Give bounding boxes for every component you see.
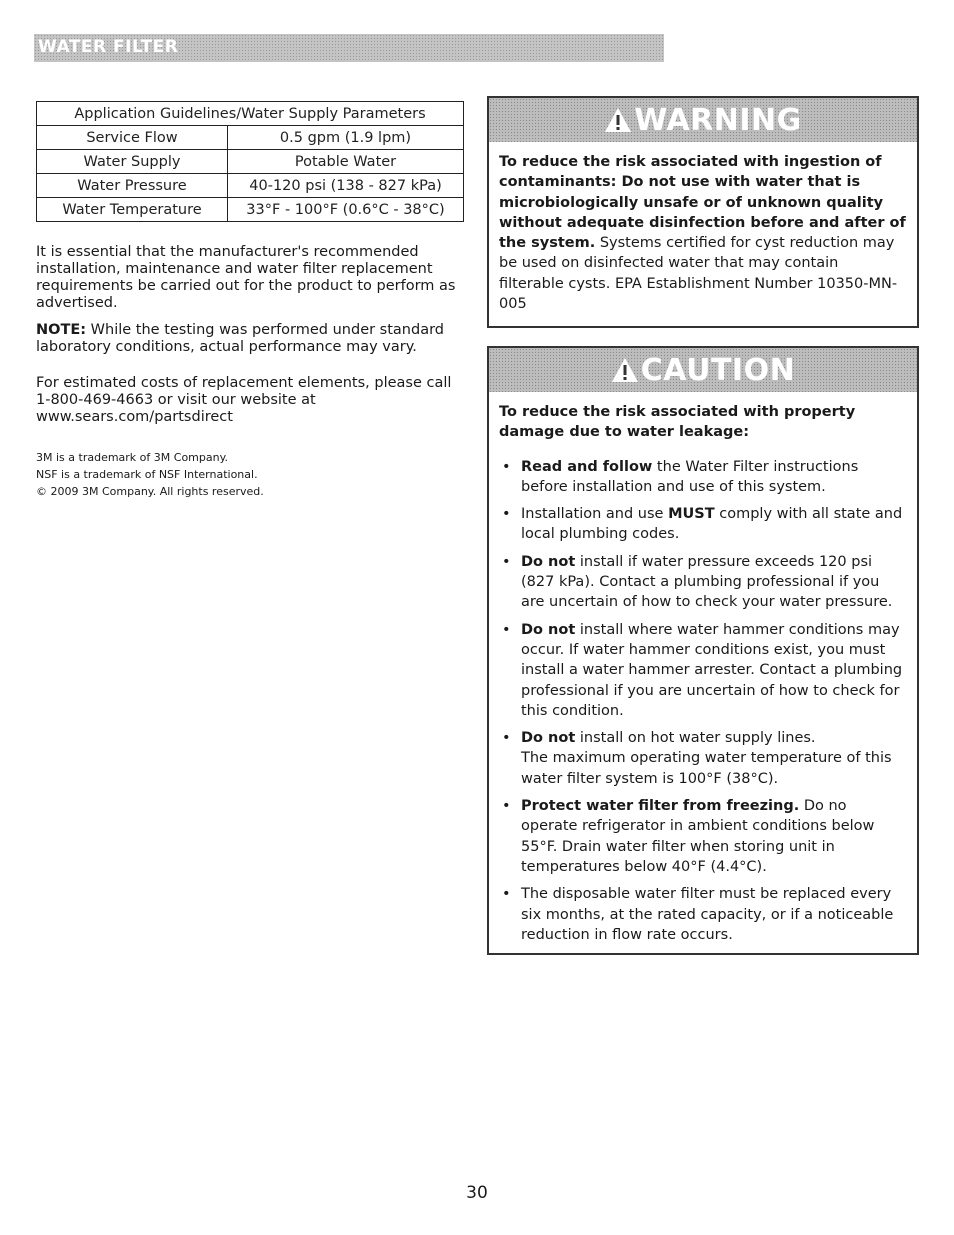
trademark-line: 3M is a trademark of 3M Company. xyxy=(36,451,229,464)
paragraph-text: For estimated costs of replacement elements, please call 1-800-469-4663 or visit our website at www.sears.com/partsdirect xyxy=(36,375,452,425)
list-item: • The disposable water filter must be replaced every six months, at the rated capacity, or if a noticeable reduction in flow rate occurs. xyxy=(502,886,894,943)
caution-title: CAUTION xyxy=(640,352,796,388)
warning-text: Systems certified for cyst reduction may be used on disinfected water that may contain filterable cysts. EPA Establishment Number 10350-MN-005 xyxy=(499,235,898,313)
list-item: • Read and follow the Water Filter instructions before installation and use of this system. xyxy=(502,458,859,495)
section-title: WATER FILTER xyxy=(38,37,179,57)
copyright-line: © 2009 3M Company. All rights reserved. xyxy=(36,485,264,498)
replacement-paragraph xyxy=(36,375,466,426)
note-text: While the testing was performed under standard laboratory conditions, actual performance may vary. xyxy=(36,322,444,355)
table-row xyxy=(37,198,464,222)
caution-box xyxy=(487,346,919,955)
note-label: NOTE: xyxy=(36,322,87,338)
spec-table xyxy=(36,101,464,222)
table-cell-label: Service Flow xyxy=(37,126,228,150)
table-cell-label: Water Pressure xyxy=(37,174,228,198)
table-cell-value: 0.5 gpm (1.9 lpm) xyxy=(228,126,464,150)
table-cell-value: 33°F - 100°F (0.6°C - 38°C) xyxy=(228,198,464,222)
section-header xyxy=(34,34,664,62)
table-cell-value: Potable Water xyxy=(228,150,464,174)
paragraph-text: It is essential that the manufacturer's recommended installation, maintenance and water filter replacement requirements be carried out for the product to perform as advertised. xyxy=(36,244,456,311)
caution-list xyxy=(499,457,907,946)
list-item: • Do not install where water hammer conditions may occur. If water hammer conditions exist, you must install a water hammer arrester. Contact a plumbing professional if you are uncertain of how to check for this condition. xyxy=(502,621,903,719)
table-row xyxy=(37,174,464,198)
caution-triangle-icon xyxy=(611,357,639,383)
list-item: • Protect water filter from freezing. Do no operate refrigerator in ambient conditions below 55°F. Drain water filter when storing unit in temperatures below 40°F (4.4°C). xyxy=(502,798,875,875)
warning-triangle-icon xyxy=(604,107,632,133)
note-paragraph xyxy=(36,322,466,356)
table-row xyxy=(37,126,464,150)
warning-bold-text: To reduce the risk associated with ingestion of contaminants: Do not use with water that is microbiologically unsafe or of unknown quality without adequate disinfection before and after of the system. xyxy=(499,154,906,252)
warning-body xyxy=(489,142,917,324)
warning-header xyxy=(489,98,917,142)
caution-body xyxy=(489,392,917,962)
table-header-row xyxy=(37,102,464,126)
caution-header xyxy=(489,348,917,392)
warning-box xyxy=(487,96,919,328)
table-row xyxy=(37,150,464,174)
list-item: • Installation and use MUST comply with all state and local plumbing codes. xyxy=(502,506,903,543)
table-heading: Application Guidelines/Water Supply Parameters xyxy=(37,102,464,126)
warning-title: WARNING xyxy=(634,102,802,138)
list-item: • Do not install if water pressure exceeds 120 psi (827 kPa). Contact a plumbing professional if you are uncertain of how to check your water pressure. xyxy=(502,553,893,611)
trademark-block xyxy=(36,449,466,500)
table-cell-label: Water Supply xyxy=(37,150,228,174)
table-cell-value: 40-120 psi (138 - 827 kPa) xyxy=(228,174,464,198)
maintenance-paragraph xyxy=(36,244,466,312)
page-number: 30 xyxy=(466,1183,488,1203)
list-item: • Do not install on hot water supply lines. The maximum operating water temperature of this water filter system is 100°F (38°C). xyxy=(502,730,892,787)
caution-intro: To reduce the risk associated with property damage due to water leakage: xyxy=(499,404,856,441)
table-cell-label: Water Temperature xyxy=(37,198,228,222)
trademark-line: NSF is a trademark of NSF International. xyxy=(36,468,258,481)
